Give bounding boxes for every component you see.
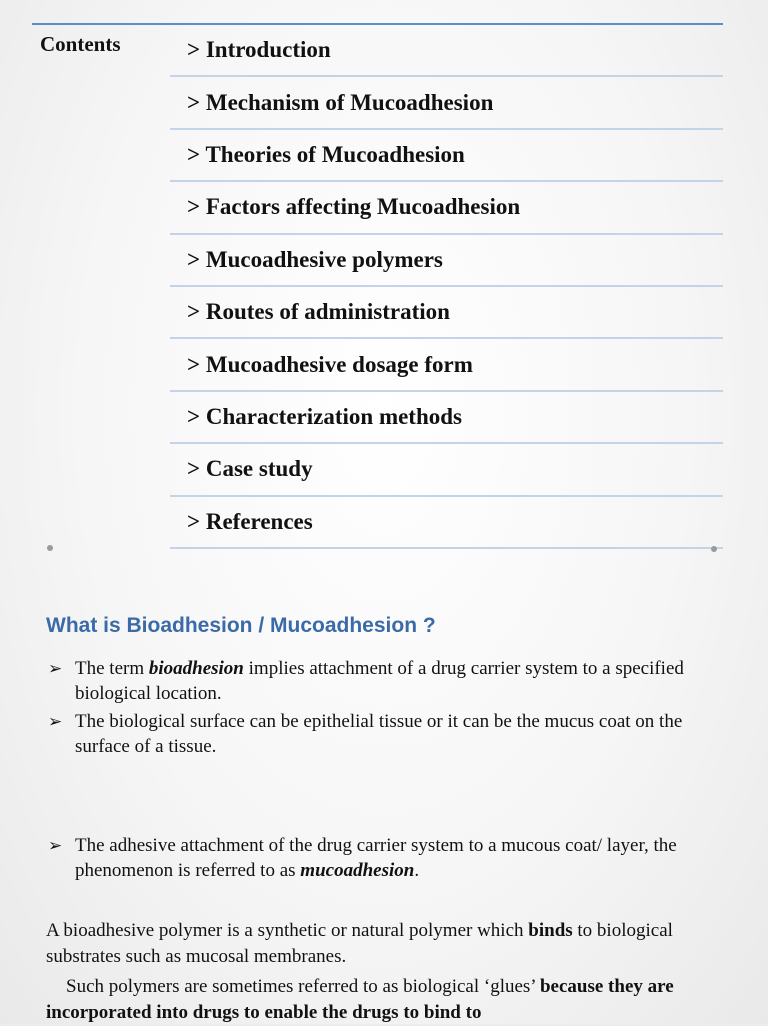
bullet-text: The term [75, 658, 149, 679]
bullet-text: The biological surface can be epithelial tissue or it can be the mucus coat on the surface of a tissue. [75, 711, 683, 757]
bullet-emphasis: bioadhesion [148, 658, 244, 679]
bullet-item [46, 709, 736, 759]
bullet-text: The adhesive attachment of the drug carrier system to a mucous coat/ layer, the phenomenon is referred to as [75, 835, 677, 881]
paragraph-bold: binds [528, 920, 573, 941]
paragraph-text: A bioadhesive polymer is a synthetic or natural polymer which [46, 920, 529, 941]
definition-paragraph [46, 918, 736, 970]
bullet-list [46, 656, 736, 886]
contents-item-introduction[interactable]: > Introduction [170, 25, 723, 77]
paragraph-text: to biological substrates such as mucosal membranes. [46, 920, 673, 967]
arrow-bullet-icon: ➢ [48, 712, 63, 731]
contents-item-references[interactable]: > References [170, 497, 723, 549]
bullet-emphasis: mucoadhesion [300, 860, 415, 881]
slide-dot-right [711, 546, 717, 552]
contents-item-factors[interactable]: > Factors affecting Mucoadhesion [170, 182, 723, 234]
contents-heading: Contents [40, 32, 121, 56]
bullet-item [46, 656, 736, 706]
contents-item-case-study[interactable]: > Case study [170, 444, 723, 496]
contents-item-routes[interactable]: > Routes of administration [170, 287, 723, 339]
arrow-bullet-icon: ➢ [48, 659, 63, 678]
bullet-text: implies attachment of a drug carrier system to a specified biological location. [75, 658, 684, 704]
slide-dot-left [47, 545, 53, 551]
arrow-bullet-icon: ➢ [48, 836, 63, 855]
bullet-item [46, 833, 736, 883]
slide-title: What is Bioadhesion / Mucoadhesion ? [46, 614, 436, 637]
contents-item-mechanism[interactable]: > Mechanism of Mucoadhesion [170, 77, 723, 129]
contents-item-theories[interactable]: > Theories of Mucoadhesion [170, 130, 723, 182]
definition-slide [0, 600, 768, 1024]
paragraph-bold: because they are incorporated into drugs to enable the drugs to bind to [46, 976, 674, 1023]
paragraph-text: Such polymers are sometimes referred to as biological ‘glues’ [66, 976, 540, 997]
contents-item-dosage-form[interactable]: > Mucoadhesive dosage form [170, 339, 723, 391]
contents-item-characterization[interactable]: > Characterization methods [170, 392, 723, 444]
bullet-text: . [414, 860, 420, 881]
contents-list [170, 25, 723, 549]
contents-item-polymers[interactable]: > Mucoadhesive polymers [170, 235, 723, 287]
glues-paragraph [46, 974, 736, 1026]
